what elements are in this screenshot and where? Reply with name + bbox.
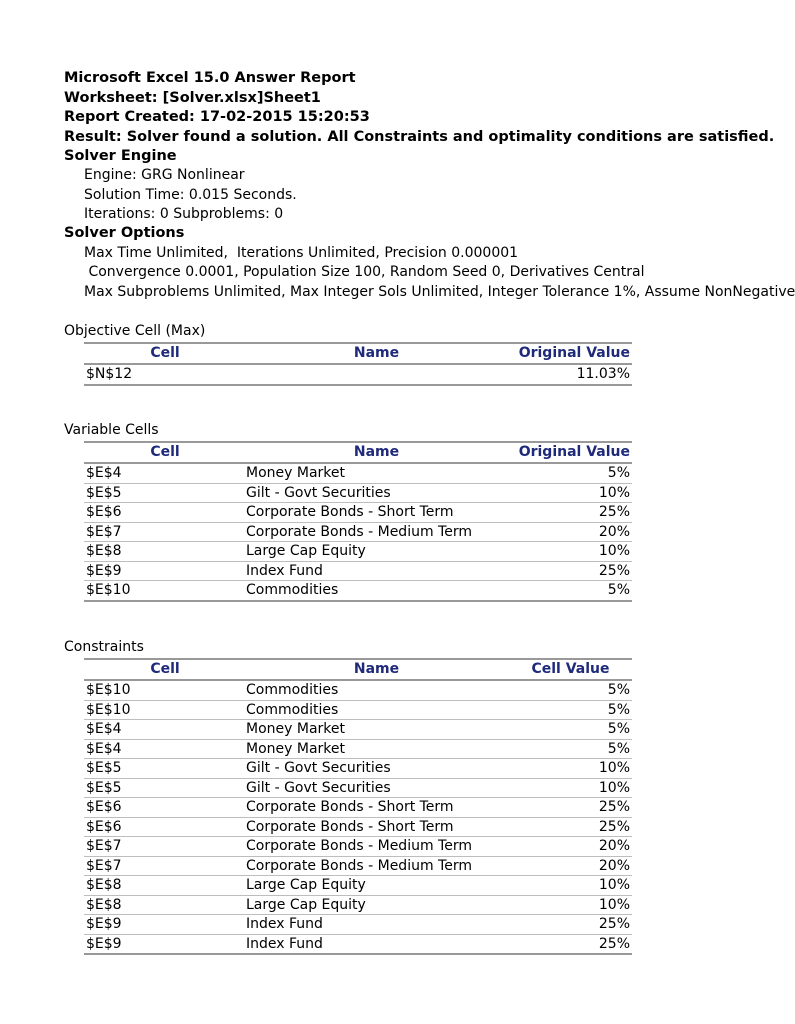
table-row xyxy=(84,503,632,523)
table-row xyxy=(84,463,632,483)
cell-value: 25% xyxy=(509,503,632,523)
options-line-3: Max Subproblems Unlimited, Max Integer Sols Unlimited, Integer Tolerance 1%, Assume NonNegative xyxy=(84,284,795,300)
cell-ref: $E$6 xyxy=(84,798,244,818)
col-header-cell: Cell xyxy=(84,659,244,680)
cell-value: 5% xyxy=(509,680,632,700)
table-row xyxy=(84,798,632,818)
col-header-name: Name xyxy=(244,343,509,364)
cell-ref: $E$6 xyxy=(84,503,244,523)
cell-name: Corporate Bonds - Short Term xyxy=(244,798,509,818)
table-row xyxy=(84,483,632,503)
options-line-1: Max Time Unlimited, Iterations Unlimited, Precision 0.000001 xyxy=(84,245,519,261)
variable-cells-table xyxy=(84,441,632,602)
table-row xyxy=(84,934,632,954)
table-row xyxy=(84,720,632,740)
cell-value: 5% xyxy=(509,463,632,483)
cell-value: 10% xyxy=(509,759,632,779)
table-row xyxy=(84,817,632,837)
cell-value: 25% xyxy=(509,817,632,837)
cell-name: Corporate Bonds - Medium Term xyxy=(244,837,509,857)
table-row xyxy=(84,837,632,857)
cell-ref: $E$5 xyxy=(84,759,244,779)
cell-name: Index Fund xyxy=(244,934,509,954)
cell-ref: $E$7 xyxy=(84,522,244,542)
solver-options-heading: Solver Options xyxy=(64,225,185,241)
cell-ref: $E$10 xyxy=(84,581,244,601)
cell-name: Gilt - Govt Securities xyxy=(244,778,509,798)
variable-section-title: Variable Cells xyxy=(64,422,159,438)
constraints-table xyxy=(84,658,632,955)
cell-value: 5% xyxy=(509,720,632,740)
col-header-name: Name xyxy=(244,442,509,463)
cell-value: 25% xyxy=(509,915,632,935)
table-row xyxy=(84,856,632,876)
cell-ref: $E$4 xyxy=(84,739,244,759)
col-header-cell-value: Cell Value xyxy=(509,659,632,680)
cell-value: 20% xyxy=(509,856,632,876)
table-row xyxy=(84,581,632,601)
cell-name: Gilt - Govt Securities xyxy=(244,759,509,779)
report-created-line: Report Created: 17-02-2015 15:20:53 xyxy=(64,109,370,125)
table-row xyxy=(84,778,632,798)
solver-engine-heading: Solver Engine xyxy=(64,148,177,164)
cell-value: 10% xyxy=(509,542,632,562)
cell-ref: $E$5 xyxy=(84,483,244,503)
cell-name: Large Cap Equity xyxy=(244,895,509,915)
cell-name: Commodities xyxy=(244,680,509,700)
objective-header-row xyxy=(84,343,632,364)
constraints-section-title: Constraints xyxy=(64,639,144,655)
table-row xyxy=(84,915,632,935)
cell-ref: $E$8 xyxy=(84,895,244,915)
result-line: Result: Solver found a solution. All Constraints and optimality conditions are satisfied. xyxy=(64,129,775,145)
cell-ref: $N$12 xyxy=(84,364,244,385)
cell-name: Commodities xyxy=(244,700,509,720)
cell-ref: $E$7 xyxy=(84,837,244,857)
cell-value: 10% xyxy=(509,778,632,798)
table-row xyxy=(84,895,632,915)
table-row xyxy=(84,364,632,385)
cell-name xyxy=(244,364,509,385)
cell-name: Corporate Bonds - Short Term xyxy=(244,817,509,837)
cell-ref: $E$10 xyxy=(84,700,244,720)
report-title: Microsoft Excel 15.0 Answer Report xyxy=(64,70,356,86)
cell-ref: $E$9 xyxy=(84,934,244,954)
cell-ref: $E$10 xyxy=(84,680,244,700)
cell-value: 11.03% xyxy=(509,364,632,385)
cell-name: Money Market xyxy=(244,739,509,759)
cell-name: Index Fund xyxy=(244,915,509,935)
options-line-2: Convergence 0.0001, Population Size 100, Random Seed 0, Derivatives Central xyxy=(84,264,645,280)
cell-ref: $E$7 xyxy=(84,856,244,876)
cell-name: Gilt - Govt Securities xyxy=(244,483,509,503)
cell-ref: $E$9 xyxy=(84,915,244,935)
cell-ref: $E$5 xyxy=(84,778,244,798)
cell-name: Corporate Bonds - Short Term xyxy=(244,503,509,523)
cell-name: Index Fund xyxy=(244,561,509,581)
table-row xyxy=(84,759,632,779)
iterations-line: Iterations: 0 Subproblems: 0 xyxy=(84,206,284,222)
cell-name: Commodities xyxy=(244,581,509,601)
variable-header-row xyxy=(84,442,632,463)
cell-value: 10% xyxy=(509,895,632,915)
col-header-original-value: Original Value xyxy=(509,442,632,463)
cell-value: 25% xyxy=(509,561,632,581)
objective-table xyxy=(84,342,632,386)
cell-value: 5% xyxy=(509,739,632,759)
cell-ref: $E$6 xyxy=(84,817,244,837)
table-row xyxy=(84,739,632,759)
cell-name: Money Market xyxy=(244,463,509,483)
cell-value: 25% xyxy=(509,934,632,954)
objective-section-title: Objective Cell (Max) xyxy=(64,323,206,339)
table-row xyxy=(84,561,632,581)
solution-time-line: Solution Time: 0.015 Seconds. xyxy=(84,187,297,203)
table-row xyxy=(84,680,632,700)
cell-value: 20% xyxy=(509,837,632,857)
cell-value: 25% xyxy=(509,798,632,818)
cell-name: Large Cap Equity xyxy=(244,876,509,896)
col-header-cell: Cell xyxy=(84,343,244,364)
cell-name: Corporate Bonds - Medium Term xyxy=(244,856,509,876)
cell-ref: $E$8 xyxy=(84,542,244,562)
cell-name: Money Market xyxy=(244,720,509,740)
cell-name: Corporate Bonds - Medium Term xyxy=(244,522,509,542)
cell-value: 5% xyxy=(509,581,632,601)
cell-ref: $E$4 xyxy=(84,720,244,740)
col-header-name: Name xyxy=(244,659,509,680)
cell-ref: $E$8 xyxy=(84,876,244,896)
table-row xyxy=(84,700,632,720)
cell-name: Large Cap Equity xyxy=(244,542,509,562)
table-row xyxy=(84,542,632,562)
worksheet-line: Worksheet: [Solver.xlsx]Sheet1 xyxy=(64,90,321,106)
cell-value: 10% xyxy=(509,483,632,503)
engine-line: Engine: GRG Nonlinear xyxy=(84,167,245,183)
table-row xyxy=(84,876,632,896)
cell-value: 20% xyxy=(509,522,632,542)
cell-ref: $E$4 xyxy=(84,463,244,483)
cell-value: 5% xyxy=(509,700,632,720)
table-row xyxy=(84,522,632,542)
cell-value: 10% xyxy=(509,876,632,896)
constraints-header-row xyxy=(84,659,632,680)
col-header-original-value: Original Value xyxy=(509,343,632,364)
col-header-cell: Cell xyxy=(84,442,244,463)
cell-ref: $E$9 xyxy=(84,561,244,581)
